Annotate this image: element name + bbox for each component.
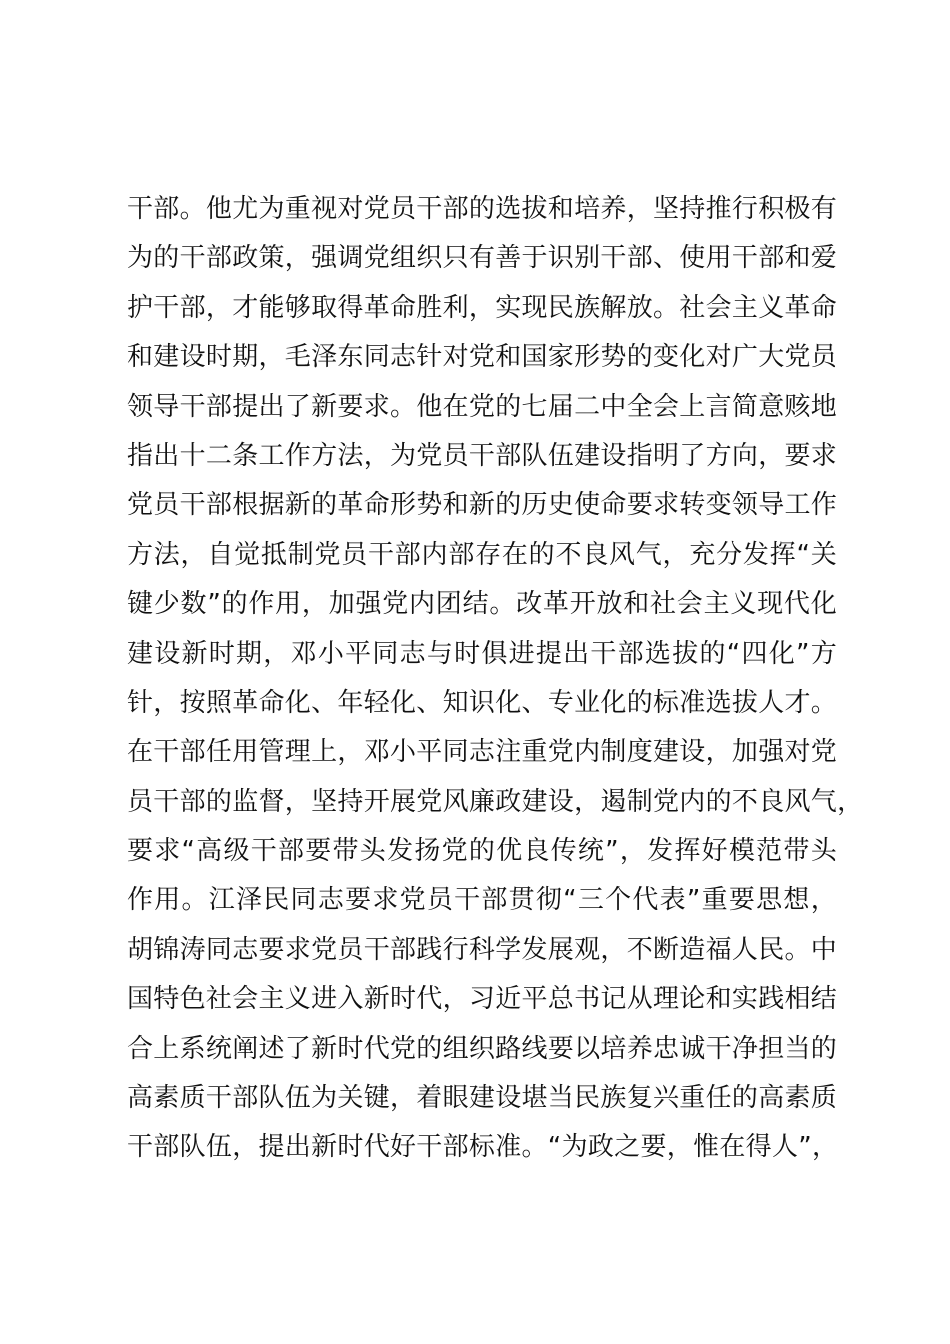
- text-line: 合上系统阐述了新时代党的组织路线要以培养忠诚干净担当的: [127, 1033, 838, 1064]
- text-line: 要求“高级干部要带头发扬党的优良传统”，发挥好模范带头: [127, 836, 837, 867]
- text-line: 指出十二条工作方法，为党员干部队伍建设指明了方向，要求: [127, 440, 838, 471]
- text-line: 员干部的监督，坚持开展党风廉政建设，遏制党内的不良风气，: [127, 786, 864, 817]
- text-line: 作用。江泽民同志要求党员干部贯彻“三个代表”重要思想，: [127, 885, 837, 916]
- text-line: 键少数”的作用，加强党内团结。改革开放和社会主义现代化: [127, 589, 837, 620]
- text-line: 干部。他尤为重视对党员干部的选拔和培养，坚持推行积极有: [127, 194, 838, 224]
- text-line: 方法，自觉抵制党员干部内部存在的不良风气，充分发挥“关: [127, 539, 837, 570]
- text-line: 建设新时期，邓小平同志与时俱进提出干部选拔的“四化”方: [127, 638, 837, 669]
- text-line: 国特色社会主义进入新时代，习近平总书记从理论和实践相结: [127, 984, 838, 1015]
- text-line: 干部队伍，提出新时代好干部标准。“为政之要，惟在得人”，: [127, 1132, 839, 1163]
- text-line: 党员干部根据新的革命形势和新的历史使命要求转变领导工作: [127, 490, 838, 521]
- text-line: 为的干部政策，强调党组织只有善于识别干部、使用干部和爱: [127, 243, 838, 274]
- text-line: 在干部任用管理上，邓小平同志注重党内制度建设，加强对党: [127, 737, 838, 768]
- text-line: 和建设时期，毛泽东同志针对党和国家形势的变化对广大党员: [127, 342, 838, 373]
- text-line: 护干部，才能够取得革命胜利，实现民族解放。社会主义革命: [127, 292, 838, 323]
- text-line: 高素质干部队伍为关键，着眼建设堪当民族复兴重任的高素质: [127, 1083, 838, 1114]
- text-line: 领导干部提出了新要求。他在党的七届二中全会上言简意赅地: [127, 391, 838, 422]
- text-line: 胡锦涛同志要求党员干部践行科学发展观，不断造福人民。中: [127, 934, 838, 965]
- body-paragraph: [127, 185, 864, 1173]
- text-line: 针，按照革命化、年轻化、知识化、专业化的标准选拔人才。: [127, 687, 838, 718]
